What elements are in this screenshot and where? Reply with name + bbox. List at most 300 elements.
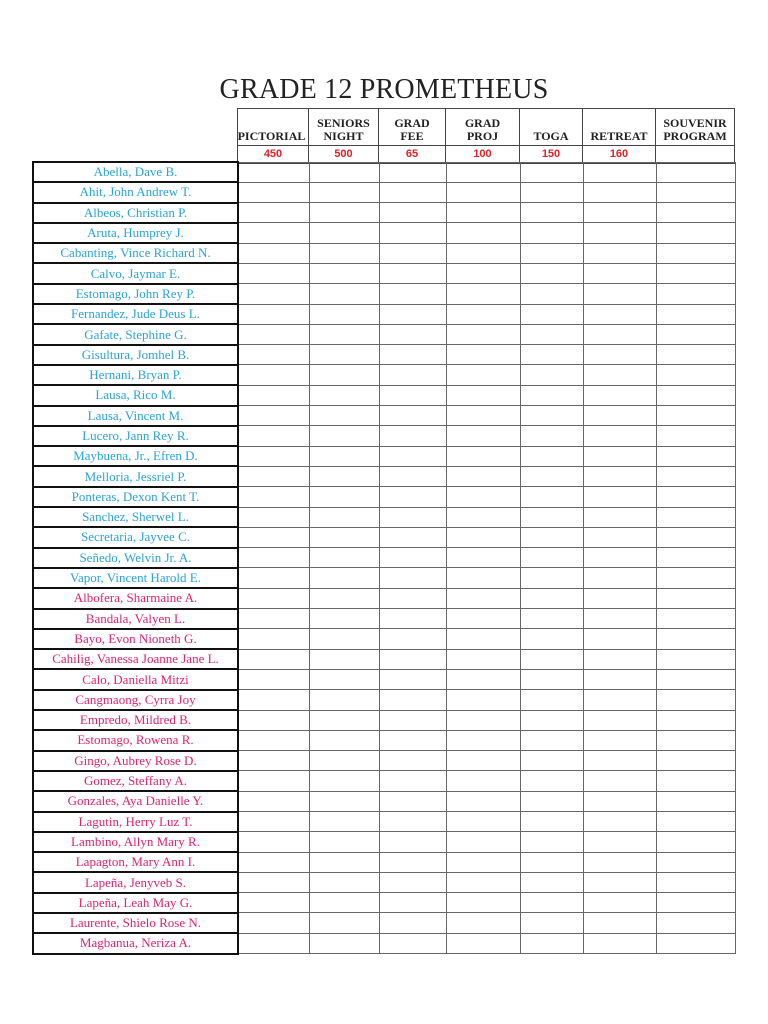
- payment-cell[interactable]: [446, 284, 520, 304]
- payment-cell[interactable]: [520, 690, 583, 710]
- payment-cell[interactable]: [238, 304, 309, 324]
- payment-cell[interactable]: [656, 893, 735, 913]
- payment-cell[interactable]: [446, 588, 520, 608]
- payment-cell[interactable]: [238, 710, 309, 730]
- payment-cell[interactable]: [520, 223, 583, 243]
- payment-cell[interactable]: [520, 203, 583, 223]
- payment-cell[interactable]: [238, 223, 309, 243]
- payment-cell[interactable]: [520, 406, 583, 426]
- payment-cell[interactable]: [238, 324, 309, 344]
- payment-cell[interactable]: [520, 243, 583, 263]
- payment-cell[interactable]: [446, 852, 520, 872]
- payment-cell[interactable]: [656, 730, 735, 750]
- student-name: Cangmaong, Cyrra Joy: [33, 690, 238, 710]
- payment-cell[interactable]: [656, 203, 735, 223]
- payment-cell[interactable]: [583, 466, 656, 486]
- payment-cell[interactable]: [379, 872, 446, 892]
- payment-cell[interactable]: [309, 568, 379, 588]
- payment-cell[interactable]: [309, 872, 379, 892]
- payment-cell[interactable]: [238, 527, 309, 547]
- payment-cell[interactable]: [238, 690, 309, 710]
- payment-cell[interactable]: [238, 730, 309, 750]
- payment-cell[interactable]: [656, 933, 735, 953]
- payment-cell[interactable]: [583, 690, 656, 710]
- payment-cell[interactable]: [520, 446, 583, 466]
- payment-cell[interactable]: [656, 771, 735, 791]
- payment-cell[interactable]: [238, 609, 309, 629]
- student-name: Hernani, Bryan P.: [33, 365, 238, 385]
- column-header-line2: PICTORIAL: [237, 129, 306, 143]
- payment-cell[interactable]: [446, 365, 520, 385]
- payment-cell[interactable]: [238, 446, 309, 466]
- payment-cell[interactable]: [656, 812, 735, 832]
- payment-cell[interactable]: [446, 771, 520, 791]
- payment-cell[interactable]: [656, 548, 735, 568]
- payment-cell[interactable]: [238, 812, 309, 832]
- payment-cell[interactable]: [238, 852, 309, 872]
- payment-cell[interactable]: [446, 263, 520, 283]
- payment-cell[interactable]: [238, 771, 309, 791]
- payment-cell[interactable]: [309, 385, 379, 405]
- payment-cell[interactable]: [583, 812, 656, 832]
- payment-cell[interactable]: [379, 162, 446, 182]
- student-name: Cabanting, Vince Richard N.: [33, 243, 238, 263]
- payment-cell[interactable]: [520, 852, 583, 872]
- payment-cell[interactable]: [520, 345, 583, 365]
- student-name: Albofera, Sharmaine A.: [33, 588, 238, 608]
- payment-cell[interactable]: [238, 426, 309, 446]
- payment-cell[interactable]: [520, 812, 583, 832]
- payment-cell[interactable]: [583, 730, 656, 750]
- payment-cell[interactable]: [656, 406, 735, 426]
- payment-cell[interactable]: [520, 304, 583, 324]
- payment-cell[interactable]: [583, 162, 656, 182]
- payment-cell[interactable]: [583, 852, 656, 872]
- payment-cell[interactable]: [656, 304, 735, 324]
- payment-cell[interactable]: [520, 385, 583, 405]
- payment-cell[interactable]: [309, 629, 379, 649]
- column-header-line2: PROJ: [466, 129, 499, 143]
- payment-cell[interactable]: [656, 913, 735, 933]
- payment-cell[interactable]: [238, 466, 309, 486]
- payment-cell[interactable]: [379, 609, 446, 629]
- payment-cell[interactable]: [379, 913, 446, 933]
- payment-cell[interactable]: [379, 304, 446, 324]
- payment-cell[interactable]: [446, 446, 520, 466]
- payment-cell[interactable]: [238, 913, 309, 933]
- payment-cell[interactable]: [379, 263, 446, 283]
- payment-cell[interactable]: [520, 791, 583, 811]
- payment-cell[interactable]: [309, 203, 379, 223]
- payment-cell[interactable]: [379, 182, 446, 202]
- payment-cell[interactable]: [379, 852, 446, 872]
- payment-cell[interactable]: [238, 588, 309, 608]
- payment-cell[interactable]: [520, 771, 583, 791]
- student-name: Lucero, Jann Rey R.: [33, 426, 238, 446]
- payment-cell[interactable]: [520, 162, 583, 182]
- payment-cell[interactable]: [583, 568, 656, 588]
- payment-cell[interactable]: [379, 629, 446, 649]
- payment-cell[interactable]: [446, 304, 520, 324]
- payment-cell[interactable]: [656, 852, 735, 872]
- payment-cell[interactable]: [583, 629, 656, 649]
- payment-cell[interactable]: [656, 182, 735, 202]
- table-row: [33, 791, 735, 811]
- payment-cell[interactable]: [379, 365, 446, 385]
- payment-cell[interactable]: [309, 466, 379, 486]
- payment-cell[interactable]: [309, 730, 379, 750]
- payment-cell[interactable]: [379, 487, 446, 507]
- table-row: [33, 446, 735, 466]
- payment-cell[interactable]: [656, 385, 735, 405]
- payment-cell[interactable]: [446, 507, 520, 527]
- payment-cell[interactable]: [583, 588, 656, 608]
- payment-cell[interactable]: [379, 649, 446, 669]
- payment-cell[interactable]: [379, 933, 446, 953]
- payment-cell[interactable]: [309, 487, 379, 507]
- payment-cell[interactable]: [238, 872, 309, 892]
- payment-cell[interactable]: [520, 751, 583, 771]
- payment-cell[interactable]: [379, 568, 446, 588]
- payment-cell[interactable]: [446, 487, 520, 507]
- payment-cell[interactable]: [656, 466, 735, 486]
- payment-cell[interactable]: [656, 568, 735, 588]
- payment-cell[interactable]: [238, 182, 309, 202]
- payment-cell[interactable]: [520, 933, 583, 953]
- payment-cell[interactable]: [309, 263, 379, 283]
- payment-cell[interactable]: [583, 324, 656, 344]
- payment-cell[interactable]: [583, 649, 656, 669]
- payment-cell[interactable]: [446, 730, 520, 750]
- payment-cell[interactable]: [446, 791, 520, 811]
- payment-cell[interactable]: [446, 406, 520, 426]
- payment-cell[interactable]: [238, 548, 309, 568]
- payment-cell[interactable]: [309, 527, 379, 547]
- payment-cell[interactable]: [520, 548, 583, 568]
- table-row: [33, 751, 735, 771]
- payment-cell[interactable]: [656, 527, 735, 547]
- student-name: Estomago, John Rey P.: [33, 284, 238, 304]
- table-row: [33, 710, 735, 730]
- payment-cell[interactable]: [656, 832, 735, 852]
- payment-cell[interactable]: [309, 649, 379, 669]
- payment-cell[interactable]: [446, 426, 520, 446]
- payment-cell[interactable]: [446, 872, 520, 892]
- payment-cell[interactable]: [238, 669, 309, 689]
- payment-cell[interactable]: [656, 243, 735, 263]
- payment-cell[interactable]: [583, 426, 656, 446]
- payment-cell[interactable]: [520, 182, 583, 202]
- payment-cell[interactable]: [520, 588, 583, 608]
- payment-cell[interactable]: [238, 649, 309, 669]
- payment-cell[interactable]: [309, 832, 379, 852]
- payment-cell[interactable]: [520, 426, 583, 446]
- payment-cell[interactable]: [309, 548, 379, 568]
- payment-cell[interactable]: [379, 791, 446, 811]
- payment-cell[interactable]: [583, 791, 656, 811]
- payment-cell[interactable]: [520, 913, 583, 933]
- column-header: [379, 109, 446, 146]
- payment-cell[interactable]: [379, 324, 446, 344]
- payment-cell[interactable]: [583, 182, 656, 202]
- payment-cell[interactable]: [583, 385, 656, 405]
- payment-cell[interactable]: [379, 893, 446, 913]
- payment-cell[interactable]: [446, 710, 520, 730]
- column-header-line1: SENIORS: [317, 116, 370, 130]
- payment-cell[interactable]: [379, 507, 446, 527]
- payment-cell[interactable]: [309, 365, 379, 385]
- payment-cell[interactable]: [583, 446, 656, 466]
- payment-cell[interactable]: [238, 365, 309, 385]
- payment-cell[interactable]: [379, 832, 446, 852]
- payment-cell[interactable]: [309, 507, 379, 527]
- payment-cell[interactable]: [238, 893, 309, 913]
- payment-cell[interactable]: [583, 284, 656, 304]
- payment-cell[interactable]: [446, 690, 520, 710]
- payment-cell[interactable]: [583, 832, 656, 852]
- payment-cell[interactable]: [379, 710, 446, 730]
- payment-cell[interactable]: [238, 507, 309, 527]
- payment-cell[interactable]: [309, 284, 379, 304]
- payment-cell[interactable]: [379, 223, 446, 243]
- payment-cell[interactable]: [309, 751, 379, 771]
- payment-cell[interactable]: [656, 223, 735, 243]
- payment-cell[interactable]: [583, 507, 656, 527]
- payment-cell[interactable]: [520, 365, 583, 385]
- payment-cell[interactable]: [583, 203, 656, 223]
- payment-cell[interactable]: [446, 913, 520, 933]
- payment-cell[interactable]: [446, 466, 520, 486]
- payment-cell[interactable]: [656, 588, 735, 608]
- payment-cell[interactable]: [446, 609, 520, 629]
- payment-cell[interactable]: [656, 649, 735, 669]
- payment-cell[interactable]: [520, 669, 583, 689]
- payment-cell[interactable]: [309, 162, 379, 182]
- payment-cell[interactable]: [446, 893, 520, 913]
- payment-cell[interactable]: [583, 771, 656, 791]
- payment-cell[interactable]: [656, 872, 735, 892]
- payment-cell[interactable]: [238, 345, 309, 365]
- payment-cell[interactable]: [309, 243, 379, 263]
- payment-cell[interactable]: [309, 182, 379, 202]
- column-header: [309, 109, 379, 146]
- payment-cell[interactable]: [238, 406, 309, 426]
- payment-cell[interactable]: [379, 690, 446, 710]
- payment-cell[interactable]: [520, 466, 583, 486]
- payment-cell[interactable]: [583, 243, 656, 263]
- payment-cell[interactable]: [379, 527, 446, 547]
- payment-cell[interactable]: [656, 345, 735, 365]
- payment-cell[interactable]: [583, 345, 656, 365]
- payment-cell[interactable]: [583, 548, 656, 568]
- column-header: [520, 109, 583, 146]
- payment-cell[interactable]: [520, 893, 583, 913]
- payment-cell[interactable]: [520, 872, 583, 892]
- payment-cell[interactable]: [238, 629, 309, 649]
- payment-cell[interactable]: [656, 284, 735, 304]
- payment-cell[interactable]: [520, 710, 583, 730]
- student-name: Lambino, Allyn Mary R.: [33, 832, 238, 852]
- payment-cell[interactable]: [520, 507, 583, 527]
- payment-cell[interactable]: [238, 284, 309, 304]
- table-row: [33, 629, 735, 649]
- payment-cell[interactable]: [583, 751, 656, 771]
- payment-cell[interactable]: [309, 690, 379, 710]
- payment-cell[interactable]: [446, 933, 520, 953]
- payment-cell[interactable]: [583, 893, 656, 913]
- payment-cell[interactable]: [520, 649, 583, 669]
- payment-cell[interactable]: [379, 284, 446, 304]
- table-row: [33, 527, 735, 547]
- payment-cell[interactable]: [446, 812, 520, 832]
- payment-cell[interactable]: [309, 406, 379, 426]
- payment-cell[interactable]: [520, 263, 583, 283]
- payment-cell[interactable]: [656, 751, 735, 771]
- payment-cell[interactable]: [583, 913, 656, 933]
- payment-cell[interactable]: [309, 771, 379, 791]
- payment-cell[interactable]: [656, 690, 735, 710]
- payment-cell[interactable]: [656, 446, 735, 466]
- payment-cell[interactable]: [238, 203, 309, 223]
- payment-cell[interactable]: [656, 162, 735, 182]
- payment-cell[interactable]: [238, 751, 309, 771]
- payment-cell[interactable]: [583, 487, 656, 507]
- student-name: Albeos, Christian P.: [33, 203, 238, 223]
- payment-cell[interactable]: [520, 629, 583, 649]
- payment-cell[interactable]: [583, 304, 656, 324]
- payment-cell[interactable]: [520, 568, 583, 588]
- payment-cell[interactable]: [656, 263, 735, 283]
- payment-cell[interactable]: [520, 730, 583, 750]
- payment-cell[interactable]: [238, 933, 309, 953]
- payment-cell[interactable]: [520, 324, 583, 344]
- payment-cell[interactable]: [379, 730, 446, 750]
- student-name: Lapagton, Mary Ann I.: [33, 852, 238, 872]
- payment-cell[interactable]: [656, 629, 735, 649]
- payment-cell[interactable]: [583, 933, 656, 953]
- payment-cell[interactable]: [379, 385, 446, 405]
- payment-cell[interactable]: [309, 710, 379, 730]
- payment-cell[interactable]: [520, 487, 583, 507]
- table-row: [33, 406, 735, 426]
- payment-cell[interactable]: [520, 527, 583, 547]
- payment-cell[interactable]: [238, 162, 309, 182]
- payment-cell[interactable]: [446, 548, 520, 568]
- payment-cell[interactable]: [583, 263, 656, 283]
- payment-cell[interactable]: [238, 487, 309, 507]
- payment-cell[interactable]: [656, 324, 735, 344]
- payment-cell[interactable]: [446, 162, 520, 182]
- payment-cell[interactable]: [309, 324, 379, 344]
- payment-cell[interactable]: [656, 365, 735, 385]
- payment-cell[interactable]: [309, 791, 379, 811]
- payment-cell[interactable]: [446, 324, 520, 344]
- payment-cell[interactable]: [446, 243, 520, 263]
- payment-cell[interactable]: [446, 345, 520, 365]
- payment-cell[interactable]: [446, 203, 520, 223]
- payment-cell[interactable]: [238, 832, 309, 852]
- column-header-line2: RETREAT: [590, 129, 648, 143]
- payment-cell[interactable]: [379, 466, 446, 486]
- payment-cell[interactable]: [446, 751, 520, 771]
- payment-cell[interactable]: [583, 710, 656, 730]
- payment-cell[interactable]: [309, 223, 379, 243]
- payment-cell[interactable]: [446, 568, 520, 588]
- payment-cell[interactable]: [309, 893, 379, 913]
- payment-cell[interactable]: [656, 669, 735, 689]
- payment-cell[interactable]: [583, 527, 656, 547]
- payment-cell[interactable]: [583, 609, 656, 629]
- payment-cell[interactable]: [379, 588, 446, 608]
- payment-cell[interactable]: [656, 487, 735, 507]
- payment-cell[interactable]: [656, 507, 735, 527]
- payment-cell[interactable]: [379, 669, 446, 689]
- payment-cell[interactable]: [446, 649, 520, 669]
- payment-cell[interactable]: [309, 446, 379, 466]
- payment-cell[interactable]: [238, 263, 309, 283]
- payment-cell[interactable]: [309, 426, 379, 446]
- payment-cell[interactable]: [309, 345, 379, 365]
- payment-cell[interactable]: [309, 852, 379, 872]
- payment-cell[interactable]: [446, 527, 520, 547]
- table-row: [33, 690, 735, 710]
- payment-cell[interactable]: [309, 913, 379, 933]
- payment-cell[interactable]: [379, 243, 446, 263]
- payment-cell[interactable]: [379, 426, 446, 446]
- payment-cell[interactable]: [446, 669, 520, 689]
- payment-cell[interactable]: [583, 669, 656, 689]
- payment-cell[interactable]: [583, 872, 656, 892]
- payment-cell[interactable]: [446, 629, 520, 649]
- payment-cell[interactable]: [379, 771, 446, 791]
- payment-cell[interactable]: [379, 751, 446, 771]
- payment-cell[interactable]: [238, 791, 309, 811]
- payment-cell[interactable]: [379, 548, 446, 568]
- payment-cell[interactable]: [446, 223, 520, 243]
- payment-cell[interactable]: [238, 568, 309, 588]
- payment-cell[interactable]: [446, 832, 520, 852]
- payment-cell[interactable]: [309, 588, 379, 608]
- payment-cell[interactable]: [238, 385, 309, 405]
- payment-cell[interactable]: [520, 609, 583, 629]
- table-row: [33, 588, 735, 608]
- payment-cell[interactable]: [309, 609, 379, 629]
- payment-cell[interactable]: [238, 243, 309, 263]
- payment-cell[interactable]: [656, 609, 735, 629]
- payment-cell[interactable]: [520, 284, 583, 304]
- payment-cell[interactable]: [379, 203, 446, 223]
- payment-cell[interactable]: [583, 365, 656, 385]
- payment-cell[interactable]: [583, 223, 656, 243]
- payment-cell[interactable]: [583, 406, 656, 426]
- payment-cell[interactable]: [379, 446, 446, 466]
- payment-cell[interactable]: [656, 791, 735, 811]
- payment-cell[interactable]: [379, 406, 446, 426]
- student-name: Gingo, Aubrey Rose D.: [33, 751, 238, 771]
- payment-cell[interactable]: [309, 933, 379, 953]
- payment-cell[interactable]: [379, 812, 446, 832]
- payment-cell[interactable]: [379, 345, 446, 365]
- payment-cell[interactable]: [656, 426, 735, 446]
- payment-cell[interactable]: [656, 710, 735, 730]
- payment-cell[interactable]: [520, 832, 583, 852]
- payment-cell[interactable]: [446, 385, 520, 405]
- payment-cell[interactable]: [309, 304, 379, 324]
- payment-cell[interactable]: [446, 182, 520, 202]
- table-row: [33, 182, 735, 202]
- payment-cell[interactable]: [309, 812, 379, 832]
- payment-cell[interactable]: [309, 669, 379, 689]
